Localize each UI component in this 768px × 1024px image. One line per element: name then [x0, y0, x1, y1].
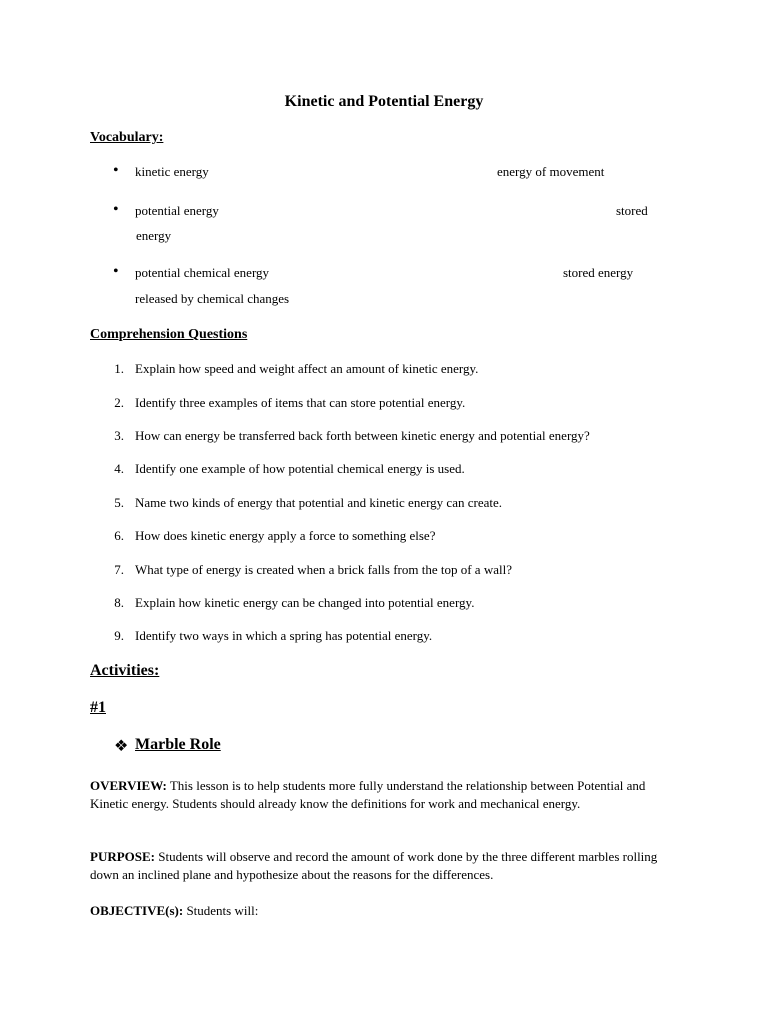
question-text: Identify one example of how potential chemical energy is used.: [135, 461, 465, 476]
objective-text: Students will:: [183, 903, 259, 918]
activities-heading: Activities:: [90, 662, 160, 679]
question-number: 7.: [114, 562, 124, 577]
objective-paragraph: [90, 902, 670, 920]
question-number: 3.: [114, 428, 124, 443]
vocab-definition-continued: energy: [136, 228, 172, 243]
activity-title: Marble Role: [135, 736, 221, 753]
question-number: 1.: [114, 361, 124, 376]
question-number: 6.: [114, 528, 124, 543]
question-text: How can energy be transferred back forth between kinetic energy and potential energy?: [135, 428, 590, 443]
overview-paragraph: [90, 777, 670, 813]
question-number: 8.: [114, 595, 124, 610]
vocab-term: kinetic energy: [135, 164, 209, 179]
comprehension-heading: Comprehension Questions: [90, 327, 248, 342]
bullet-icon: •: [113, 201, 119, 218]
vocab-definition: stored energy: [563, 265, 634, 280]
question-number: 9.: [114, 628, 124, 643]
purpose-label: PURPOSE:: [90, 849, 155, 864]
question-text: Explain how speed and weight affect an amount of kinetic energy.: [135, 361, 479, 376]
vocab-term: potential energy: [135, 203, 219, 218]
question-text: What type of energy is created when a brick falls from the top of a wall?: [135, 562, 512, 577]
question-text: Identify three examples of items that can store potential energy.: [135, 395, 466, 410]
purpose-paragraph: [90, 848, 670, 884]
activity-number: #1: [90, 699, 106, 716]
question-text: How does kinetic energy apply a force to something else?: [135, 528, 436, 543]
question-text: Identify two ways in which a spring has potential energy.: [135, 628, 433, 643]
vocabulary-heading: Vocabulary:: [90, 130, 164, 145]
purpose-text: Students will observe and record the amount of work done by the three different marbles rolling down an inclined plane and hypothesize about the reasons for the differences.: [90, 849, 658, 882]
bullet-icon: •: [113, 162, 119, 179]
question-number: 5.: [114, 495, 124, 510]
vocab-definition-continued: released by chemical changes: [135, 291, 290, 306]
question-text: Name two kinds of energy that potential and kinetic energy can create.: [135, 495, 502, 510]
objective-label: OBJECTIVE(s):: [90, 903, 184, 918]
question-number: 2.: [114, 395, 124, 410]
document-title: Kinetic and Potential Energy: [284, 93, 484, 110]
vocab-definition: energy of movement: [497, 164, 605, 179]
question-number: 4.: [114, 461, 124, 476]
vocab-definition: stored: [616, 203, 648, 218]
bullet-icon: •: [113, 263, 119, 280]
vocab-term: potential chemical energy: [135, 265, 270, 280]
diamond-bullet-icon: ❖: [114, 738, 129, 755]
question-text: Explain how kinetic energy can be changed into potential energy.: [135, 595, 475, 610]
overview-text: This lesson is to help students more fully understand the relationship between Potential and Kinetic energy. Students should already know the definitions for work and mechanical energy.: [90, 778, 646, 811]
overview-label: OVERVIEW:: [90, 778, 167, 793]
